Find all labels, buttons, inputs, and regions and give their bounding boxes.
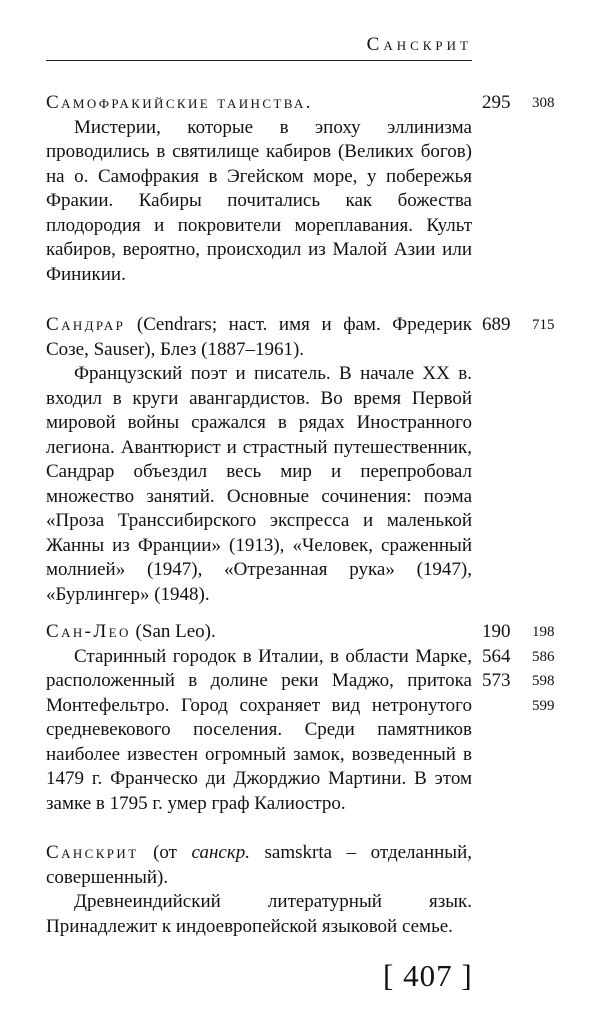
page-ref-primary: 295 [482, 92, 511, 113]
entry-body: Старинный городок в Италии, в области Марке, расположенный в долине реки Маджо, притока Монтефельтро. Город сохраняет вид нетронутого средневекового поселения. Среди памятников наиболее известен огромный замок, возведенный в 1479 г. Франческо ди Джорджио Мартини. В этом замке в 1795 г. умер граф Калиостро. [46, 645, 472, 814]
page-refs [482, 91, 572, 116]
page-ref-secondary: 308 [532, 95, 555, 111]
entry-headword: Сандрар [46, 314, 126, 335]
entry-body: Древнеиндийский литературный язык. Принадлежит к индоевропейской языковой семье. [46, 891, 472, 937]
entry-gloss: (Cendrars; наст. имя и фам. Фредерик Созе, Sauser), Блез (1887–1961). [46, 314, 472, 360]
entry-samothrace-mysteries [46, 91, 472, 287]
page-ref-secondary: 586 [532, 648, 555, 665]
page-ref-primary [482, 694, 522, 719]
entry-headword: Сан-Лео [46, 621, 131, 642]
entry-gloss: (San Leo). [130, 621, 216, 642]
entry-lemma [46, 313, 472, 362]
page-ref-row [482, 91, 572, 116]
entry-headword: Самофракийские таинства. [46, 92, 313, 113]
page-ref-row [482, 620, 572, 645]
running-head: Санскрит [366, 34, 472, 55]
page-refs [482, 620, 572, 718]
entry-lemma [46, 620, 472, 645]
entry-sanskrit [46, 841, 472, 939]
entry-gloss: samskrta – отделанный, совершенный). [46, 842, 472, 888]
page-ref-primary: 573 [482, 670, 511, 691]
page-ref-row [482, 313, 572, 338]
page-number: [ 407 ] [383, 958, 473, 993]
entry-body: Мистерии, которые в эпоху эллинизма проводились в святилище кабиров (Великих богов) на о. Самофракия в Эгейском море, у побережья Фракии. Кабиры почитались как божества плодородия и покровители мореплавания. Культ кабиров, вероятно, происходил из Малой Азии или Финикии. [46, 116, 472, 285]
entry-gloss: (от [138, 842, 192, 863]
page-ref-secondary: 715 [532, 317, 555, 333]
page-ref-row [482, 669, 572, 694]
entry-headword: Санскрит [46, 842, 139, 863]
page-ref-secondary: 198 [532, 624, 555, 640]
page-ref-row [482, 645, 572, 670]
entry-san-leo [46, 620, 472, 816]
header-rule [46, 60, 472, 61]
page-ref-row [482, 694, 572, 719]
entry-lemma [46, 841, 472, 890]
page-ref-primary: 190 [482, 621, 511, 642]
page-ref-primary: 689 [482, 314, 511, 335]
page-refs [482, 313, 572, 338]
page-ref-secondary: 599 [532, 697, 555, 714]
entry-lemma [46, 91, 472, 116]
entry-body: Французский поэт и писатель. В начале XX в. входил в круги авангардистов. Во время Первой мировой войны сражался в рядах Иностранного легиона. Авантюрист и страстный путешественник, Сандрар объездил весь мир и перепробовал множество занятий. Основные сочинения: поэма «Проза Транссибирского экспресса и маленькой Жанны из Франции» (1913), «Человек, сраженный молнией» (1947), «Отрезанная рука» (1947), «Бурлингер» (1948). [46, 363, 472, 605]
page-ref-primary: 564 [482, 645, 511, 667]
entry-cendrars [46, 313, 472, 607]
page-ref-secondary: 598 [532, 673, 555, 689]
entry-gloss-italic: санскр. [191, 842, 250, 863]
